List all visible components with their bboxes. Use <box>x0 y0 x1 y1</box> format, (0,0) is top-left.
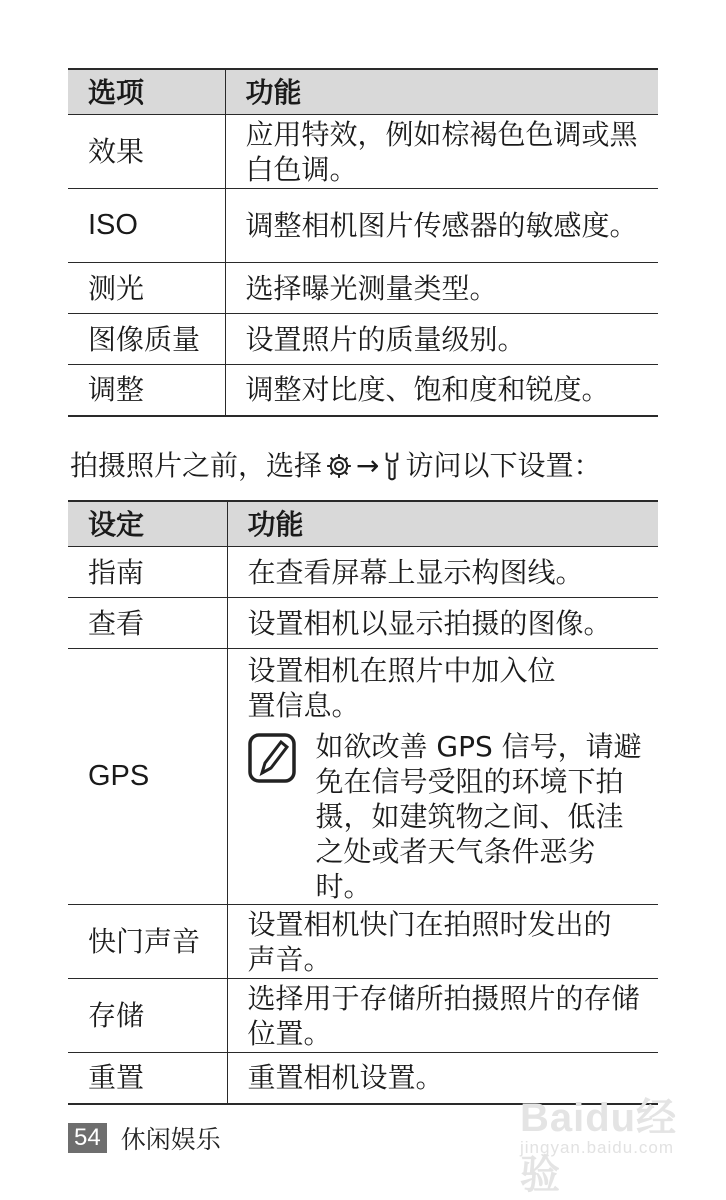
table-row <box>68 263 658 314</box>
intro-text-after: 访问以下设置： <box>405 449 602 482</box>
table-row <box>68 598 658 649</box>
function-cell: 调整相机图片传感器的敏感度。 <box>225 189 658 263</box>
setting-cell: GPS <box>68 649 227 905</box>
table-row <box>68 365 658 416</box>
function-cell: 设置相机快门在拍照时发出的声音。 <box>227 905 658 979</box>
note-pencil-icon <box>248 733 298 785</box>
setting-cell: 存储 <box>68 979 227 1053</box>
setting-cell: 指南 <box>68 547 227 598</box>
settings-table <box>68 500 658 1105</box>
table-row <box>68 189 658 263</box>
option-cell: 测光 <box>68 263 225 314</box>
setting-cell: 重置 <box>68 1053 227 1104</box>
function-cell: 选择曝光测量类型。 <box>225 263 658 314</box>
option-cell: ISO <box>68 189 225 263</box>
function-cell: 设置相机以显示拍摄的图像。 <box>227 598 658 649</box>
section-title: 休闲娱乐 <box>120 1125 221 1154</box>
option-cell: 图像质量 <box>68 314 225 365</box>
table-row <box>68 547 658 598</box>
function-cell <box>227 649 658 905</box>
intro-text-before: 拍摄照片之前，选择 <box>70 449 323 482</box>
watermark-logo: Baidu经验 <box>520 1096 678 1197</box>
table-row <box>68 979 658 1053</box>
note-text: 如欲改善 GPS 信号，请避免在信号受阻的环境下拍摄，如建筑物之间、低洼之处或者天气条件恶劣时。 <box>315 730 642 903</box>
page-number: 54 <box>68 1123 107 1153</box>
setting-cell: 快门声音 <box>68 905 227 979</box>
options-table <box>68 68 658 417</box>
table-header-row <box>68 501 658 547</box>
intro-instruction <box>70 448 602 484</box>
column-header-function: 功能 <box>225 69 658 115</box>
table-header-row <box>68 69 658 115</box>
page-footer <box>68 1120 221 1156</box>
setting-cell: 查看 <box>68 598 227 649</box>
function-text: 设置相机在照片中加入位置信息。 <box>247 654 556 722</box>
function-cell: 在查看屏幕上显示构图线。 <box>227 547 658 598</box>
gear-icon <box>324 451 354 481</box>
option-cell: 效果 <box>68 115 225 189</box>
table-row <box>68 905 658 979</box>
table-row <box>68 649 658 905</box>
function-cell: 选择用于存储所拍摄照片的存储位置。 <box>227 979 658 1053</box>
watermark-url: jingyan.baidu.com <box>520 1138 675 1157</box>
option-cell: 调整 <box>68 365 225 416</box>
watermark <box>520 1086 710 1197</box>
function-cell: 设置照片的质量级别。 <box>225 314 658 365</box>
intro-arrow: → <box>356 449 380 482</box>
gps-note <box>248 729 647 904</box>
column-header-setting: 设定 <box>68 501 227 547</box>
function-cell: 应用特效，例如棕褐色色调或黑白色调。 <box>225 115 658 189</box>
function-cell: 重置相机设置。 <box>227 1053 658 1104</box>
column-header-option: 选项 <box>68 69 225 115</box>
table-row <box>68 115 658 189</box>
wrench-icon <box>381 450 403 482</box>
table-row <box>68 314 658 365</box>
function-cell: 调整对比度、饱和度和锐度。 <box>225 365 658 416</box>
column-header-function: 功能 <box>227 501 658 547</box>
